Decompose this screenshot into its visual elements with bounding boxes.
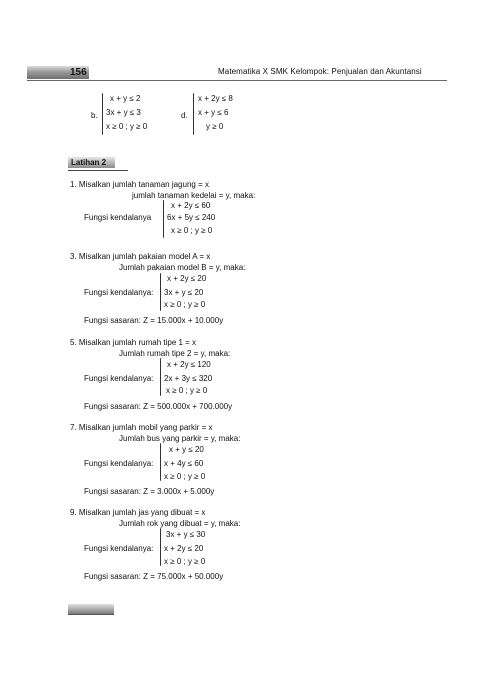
- item-7-constraint-3: x ≥ 0 ; y ≥ 0: [164, 472, 206, 481]
- item-1-constraint-3: x ≥ 0 ; y ≥ 0: [171, 226, 213, 235]
- item-3-line-2: Jumlah pakaian model B = y, maka:: [119, 263, 246, 272]
- answer-d-line-1: x + 2y ≤ 8: [198, 94, 233, 103]
- item-5-constraint-2: 2x + 3y ≤ 320: [164, 374, 213, 383]
- item-1-line-1: 1. Misalkan jumlah tanaman jagung = x: [70, 180, 209, 189]
- item-3-fungsi-label: Fungsi kendalanya:: [84, 288, 154, 297]
- answer-b-line-3: x ≥ 0 ; y ≥ 0: [106, 122, 148, 131]
- item-1-line-2: jumlah tanaman kedelai = y, maka:: [132, 191, 256, 200]
- item-7-brace: [160, 443, 161, 481]
- item-9-brace: [160, 528, 161, 566]
- item-1-constraint-1: x + 2y ≤ 60: [171, 201, 211, 210]
- item-5-fungsi-label: Fungsi kendalanya:: [84, 374, 154, 383]
- item-3-constraint-3: x ≥ 0 ; y ≥ 0: [164, 300, 206, 309]
- item-7-constraint-1: x + y ≤ 20: [169, 445, 204, 454]
- item-9-constraint-2: x + 2y ≤ 20: [164, 544, 204, 553]
- answer-b-line-2: 3x + y ≤ 3: [106, 108, 141, 117]
- answer-b-label: b.: [91, 111, 98, 120]
- item-3-line-1: 3. Misalkan jumlah pakaian model A = x: [70, 252, 211, 261]
- item-9-fungsi-label: Fungsi kendalanya:: [84, 544, 154, 553]
- answer-b-line-1: x + y ≤ 2: [110, 94, 141, 103]
- item-1-constraint-2: 6x + 5y ≤ 240: [167, 213, 216, 222]
- answer-d-label: d.: [181, 111, 188, 120]
- item-3-constraint-1: x + 2y ≤ 20: [167, 274, 207, 283]
- item-7-sasaran: Fungsi sasaran: Z = 3.000x + 5.000y: [84, 487, 215, 496]
- item-9-sasaran: Fungsi sasaran: Z = 75.000x + 50.000y: [84, 572, 224, 581]
- item-1-brace: [163, 200, 164, 238]
- item-5-constraint-1: x + 2y ≤ 120: [167, 360, 211, 369]
- item-7-line-1: 7. Misalkan jumlah mobil yang parkir = x: [70, 423, 213, 432]
- item-1-fungsi-label: Fungsi kendalanya: [84, 213, 152, 222]
- answer-b-brace: [102, 93, 103, 135]
- answer-d-line-3: y ≥ 0: [206, 122, 224, 131]
- item-5-brace: [160, 358, 161, 396]
- item-9-line-1: 9. Misalkan jumlah jas yang dibuat = x: [70, 508, 206, 517]
- item-5-line-2: Jumlah rumah tipe 2 = y, maka:: [119, 349, 231, 358]
- item-7-constraint-2: x + 4y ≤ 60: [164, 459, 204, 468]
- item-9-line-2: Jumlah rok yang dibuat = y, maka:: [119, 519, 241, 528]
- page-number: 156: [70, 67, 87, 78]
- footer-bar: [68, 604, 114, 614]
- item-3-sasaran: Fungsi sasaran: Z = 15.000x + 10.000y: [84, 316, 224, 325]
- item-7-fungsi-label: Fungsi kendalanya:: [84, 459, 154, 468]
- footer-divider: [68, 614, 114, 615]
- item-3-brace: [160, 273, 161, 311]
- item-5-line-1: 5. Misalkan jumlah rumah tipe 1 = x: [70, 338, 197, 347]
- section-title: Latihan 2: [68, 157, 115, 168]
- item-7-line-2: Jumlah bus yang parkir = y, maka:: [119, 434, 241, 443]
- item-9-constraint-1: 3x + y ≤ 30: [166, 530, 206, 539]
- answer-d-brace: [193, 93, 194, 135]
- answer-d-line-2: x + y ≤ 6: [198, 108, 229, 117]
- item-3-constraint-2: 3x + y ≤ 20: [164, 288, 204, 297]
- running-title: Matematika X SMK Kelompok: Penjualan dan Akuntansi: [218, 67, 422, 76]
- item-5-sasaran: Fungsi sasaran: Z = 500.000x + 700.000y: [84, 402, 233, 411]
- item-5-constraint-3: x ≥ 0 ; y ≥ 0: [166, 386, 208, 395]
- header-divider: [27, 80, 447, 81]
- section-divider: [68, 170, 128, 171]
- item-9-constraint-3: x ≥ 0 ; y ≥ 0: [164, 557, 206, 566]
